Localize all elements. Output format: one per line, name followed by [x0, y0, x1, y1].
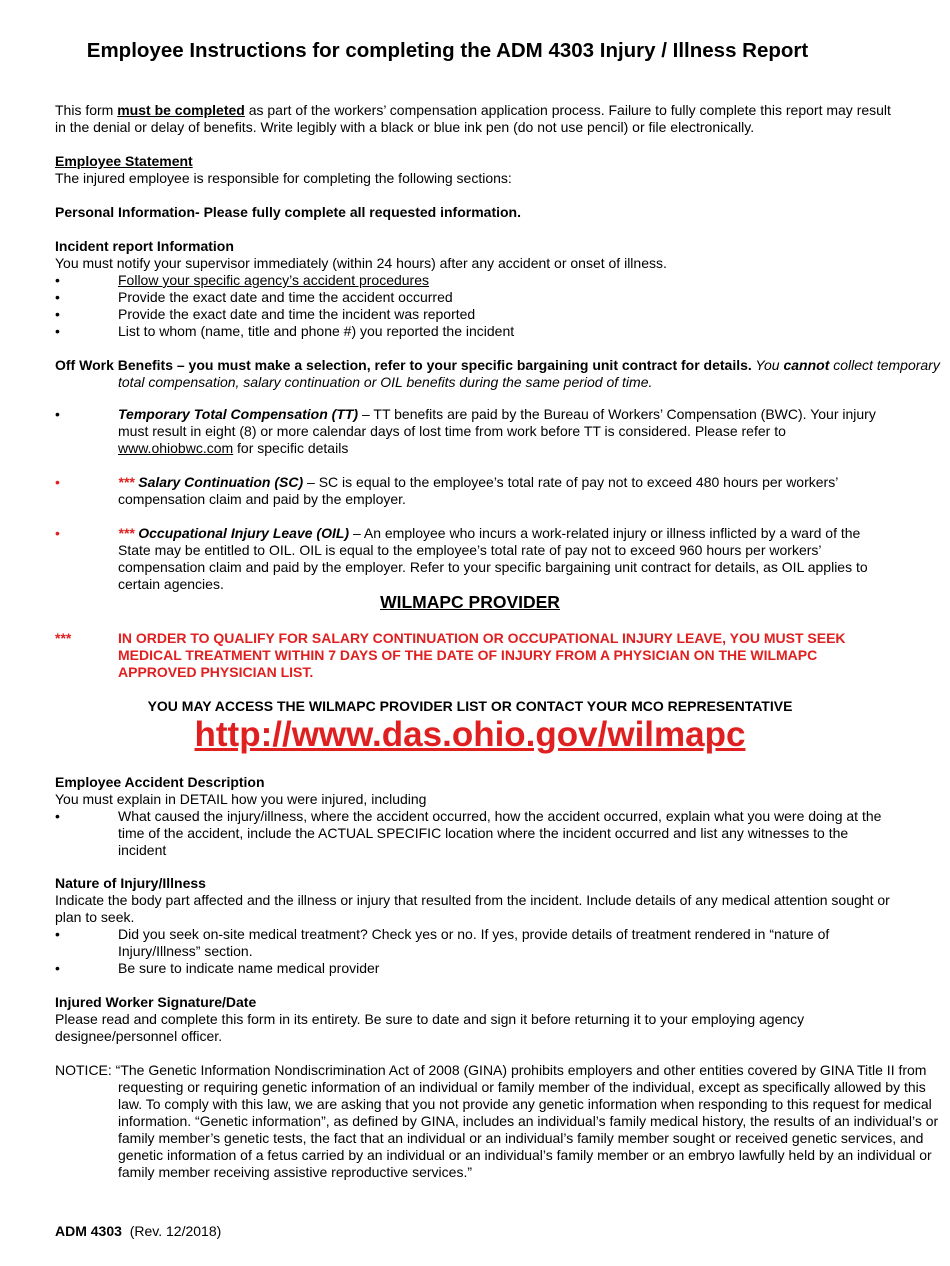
page-title: Employee Instructions for completing the ADM 4303 Injury / Illness Report [86, 39, 809, 62]
nature-text: Indicate the body part affected and the illness or injury that resulted from the incident. Include details of any medical attention sought or plan to seek. [55, 892, 890, 925]
employee-statement-text: The injured employee is responsible for completing the following sections: [55, 170, 512, 186]
bullet-icon: • [55, 306, 60, 322]
signature-text: Please read and complete this form in its entirety. Be sure to date and sign it before returning it to your employing agency designee/personnel officer. [55, 1011, 805, 1044]
off-work-note-c: collect temporary total compensation, salary continuation or OIL benefits during the same period of time. [118, 357, 940, 390]
bullet-icon: • [55, 323, 60, 339]
tt-text: – TT benefits are paid by the Bureau of Workers’ Compensation (BWC). Your injury must result in eight (8) or more calendar days of lost time from work before TT is considered. Please refer to [118, 406, 876, 439]
gina-notice: NOTICE: “The Genetic Information Nondiscrimination Act of 2008 (GINA) prohibits employers and other entities covered by GINA Title II from requesting or requiring genetic information of an individual or family member of the individual, except as specifically allowed by this law. To comply with this law, we are asking that you not provide any genetic information when responding to this request for medical information. “Genetic information”, as defined by GINA, includes an individual’s family medical history, the results of an individual’s or family member’s genetic tests, the fact that an individual or an individual’s family member sought or received genetic services, and genetic information of a fetus carried by an individual or an individual’s family member or an embryo lawfully held by an individual or family member receiving assistive reproductive services.” [55, 1062, 939, 1180]
bullet-icon: • [55, 474, 60, 490]
off-work-note-a: You [751, 357, 784, 373]
sc-name: Salary Continuation (SC) [134, 474, 304, 490]
intro-text-2: as part of the workers’ compensation application process. Failure to fully complete this report may result in the denial or delay of benefits. Write legibly with a black or blue ink pen (do not use pencil) or file electronically. [55, 102, 891, 135]
form-number: ADM 4303 [55, 1223, 122, 1239]
intro-paragraph [55, 102, 895, 136]
tt-benefit [118, 406, 888, 457]
accident-bullet: What caused the injury/illness, where the accident occurred, how the accident occurred, explain what you were doing at the time of the accident, include the ACTUAL SPECIFIC location where the incident occurred and list any witnesses to the incident [118, 808, 882, 858]
nature-bullet-2: Be sure to indicate name medical provider [118, 960, 380, 976]
off-work-section [55, 357, 947, 391]
employee-statement-heading: Employee Statement [55, 153, 193, 169]
incident-bullet-2: Provide the exact date and time the accident occurred [118, 289, 453, 305]
accident-heading: Employee Accident Description [55, 774, 265, 790]
sc-stars: *** [118, 474, 135, 490]
wilmapc-link[interactable]: http://www.das.ohio.gov/wilmapc [194, 715, 746, 754]
sc-benefit [118, 474, 888, 508]
wilmapc-access-text: YOU MAY ACCESS THE WILMAPC PROVIDER LIST OR CONTACT YOUR MCO REPRESENTATIVE [147, 698, 793, 714]
signature-heading: Injured Worker Signature/Date [55, 994, 257, 1010]
warning-stars: *** [55, 630, 72, 646]
tt-text-2: for specific details [233, 440, 349, 456]
tt-name: Temporary Total Compensation (TT) [118, 406, 359, 422]
incident-bullet-4: List to whom (name, title and phone #) you reported the incident [118, 323, 515, 339]
bullet-icon: • [55, 926, 60, 942]
bullet-icon: • [55, 960, 60, 976]
oil-stars: *** [118, 525, 135, 541]
intro-text-1: This form [55, 102, 118, 118]
oil-text: – An employee who incurs a work-related injury or illness inflicted by a ward of the State may be entitled to OIL. OIL is equal to the employee’s total rate of pay not to exceed 960 hours per workers’ compensation claim and paid by the employer. Refer to your specific bargaining unit contract for details, as OIL applies to certain agencies. [118, 525, 868, 592]
bwc-link[interactable]: www.ohiobwc.com [118, 440, 234, 456]
personal-info-heading: Personal Information- Please fully complete all requested information. [55, 204, 521, 220]
incident-bullet-3: Provide the exact date and time the incident was reported [118, 306, 476, 322]
nature-bullet-1: Did you seek on-site medical treatment? Check yes or no. If yes, provide details of treatment rendered in “nature of Injury/Illness” section. [118, 926, 830, 959]
wilmapc-warning: IN ORDER TO QUALIFY FOR SALARY CONTINUATION OR OCCUPATIONAL INJURY LEAVE, YOU MUST SEEK MEDICAL TREATMENT WITHIN 7 DAYS OF THE DATE OF INJURY FROM A PHYSICIAN ON THE WILMAPC APPROVED PHYSICIAN LIST. [118, 630, 846, 680]
oil-benefit [118, 525, 888, 593]
incident-bullet-1: Follow your specific agency’s accident procedures [118, 272, 430, 288]
bullet-icon: • [55, 272, 60, 288]
bullet-icon: • [55, 289, 60, 305]
wilmapc-heading: WILMAPC PROVIDER [380, 592, 560, 612]
off-work-heading: Off Work Benefits – you must make a selection, refer to your specific bargaining unit contract for details. [55, 357, 752, 373]
bullet-icon: • [55, 525, 60, 541]
intro-emphasis: must be completed [117, 102, 245, 118]
bullet-icon: • [55, 808, 60, 824]
off-work-note-b: cannot [783, 357, 830, 373]
oil-name: Occupational Injury Leave (OIL) [134, 525, 350, 541]
nature-heading: Nature of Injury/Illness [55, 875, 206, 891]
form-revision: (Rev. 12/2018) [129, 1223, 222, 1239]
sc-text: – SC is equal to the employee’s total rate of pay not to exceed 480 hours per workers’ compensation claim and paid by the employer. [118, 474, 838, 507]
bullet-icon: • [55, 406, 60, 422]
incident-text: You must notify your supervisor immediately (within 24 hours) after any accident or onset of illness. [55, 255, 667, 271]
accident-text: You must explain in DETAIL how you were injured, including [55, 791, 427, 807]
form-footer [55, 1223, 221, 1240]
incident-heading: Incident report Information [55, 238, 234, 254]
